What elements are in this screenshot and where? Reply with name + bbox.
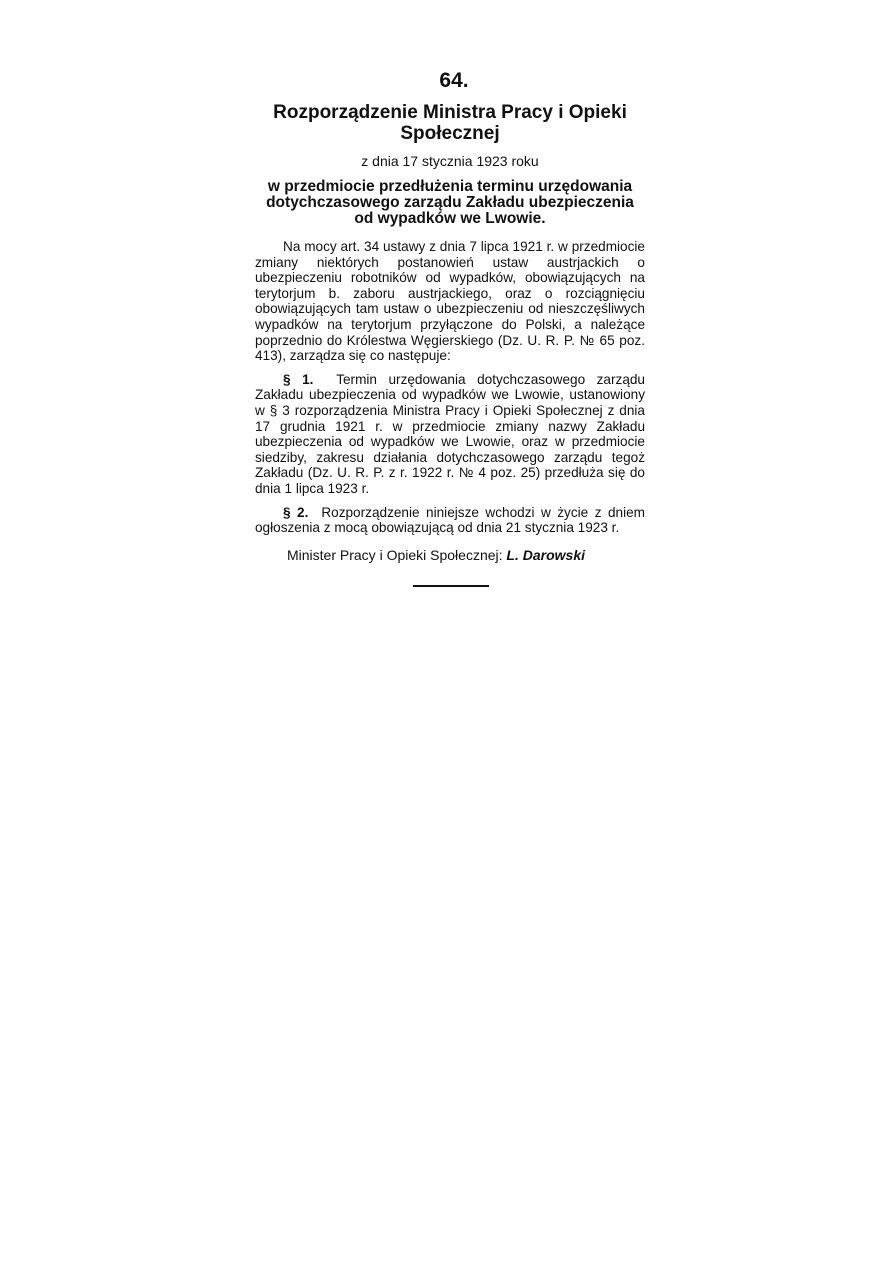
signature-name: L. Darowski (506, 546, 586, 563)
document-subject: w przedmiocie przedłużenia terminu urzędowania dotychczasowego zarządu Zakładu ubezpieczenia od wypadków we Lwowie. (266, 178, 634, 227)
signature-line (255, 546, 645, 564)
section-2-text: Rozporządzenie niniejsze wchodzi w życie z dniem ogłoszenia z mocą obowiązującą od dnia 21 stycznia 1923 r. (255, 504, 645, 536)
closing-rule (413, 585, 489, 587)
section-1 (255, 372, 645, 497)
document-title: Rozporządzenie Ministra Pracy i Opieki Społecznej (273, 102, 627, 144)
document-page (255, 68, 645, 587)
signature-role: Minister Pracy i Opieki Społecznej: (287, 546, 503, 563)
section-1-text: Termin urzędowania dotychczasowego zarządu Zakładu ubezpieczenia od wypadków we Lwowie, ustanowiony w § 3 rozporządzenia Ministra Pracy i Opieki Społecznej z dnia 17 grudnia 1921 r. w przedmiocie zmiany nazwy Zakładu ubezpieczenia od wypadków we Lwowie, oraz w przedmiocie siedziby, zakresu działania dotychczasowego zarządu tegoż Zakładu (Dz. U. R. P. z r. 1922 r. № 4 poz. 25) przedłuża się do dnia 1 lipca 1923 r. (255, 371, 645, 496)
preamble-paragraph: Na mocy art. 34 ustawy z dnia 7 lipca 1921 r. w przedmiocie zmiany niektórych postanowień ustaw austrjackich o ubezpieczeniu robotników od wypadków, obowiązujących na terytorjum b. zaboru austrjackiego, oraz o rozciągnięciu obowiązujących tam ustaw o ubezpieczeniu od nieszczęśliwych wypadków na terytorjum przyłączone do Polski, a należące poprzednio do Królestwa Węgierskiego (Dz. U. R. P. № 65 poz. 413), zarządza się co następuje: (255, 239, 645, 364)
section-1-mark: § 1. (283, 371, 314, 387)
document-date: z dnia 17 stycznia 1923 roku (361, 153, 539, 169)
section-2-mark: § 2. (283, 504, 309, 520)
document-number: 64. (439, 69, 469, 92)
section-2 (255, 505, 645, 536)
